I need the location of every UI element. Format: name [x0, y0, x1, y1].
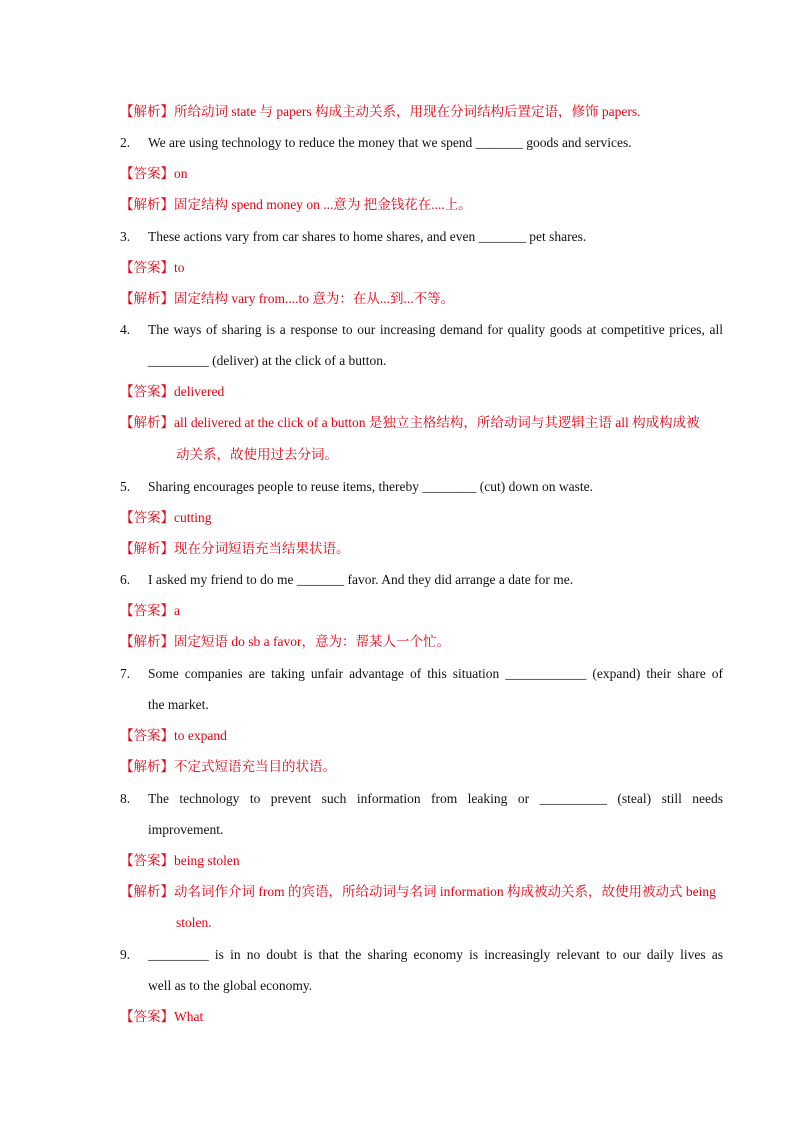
answer-2 [120, 165, 188, 183]
answer-text: being stolen [174, 853, 240, 868]
explanation-3 [120, 290, 454, 308]
answer-tag: 【答案】 [120, 853, 174, 868]
question-9 [120, 946, 723, 964]
answer-7 [120, 727, 227, 745]
explanation-8 [120, 883, 716, 901]
question-number: 8. [120, 791, 131, 806]
explanation-tag: 【解析】 [120, 291, 174, 306]
explanation-7 [120, 758, 336, 776]
question-number: 5. [120, 479, 131, 494]
answer-tag: 【答案】 [120, 510, 174, 525]
explanation-2 [120, 196, 472, 214]
question-text: I asked my friend to do me _______ favor. And they did arrange a date for me. [148, 572, 574, 587]
answer-8 [120, 852, 240, 870]
question-7 [120, 665, 723, 683]
explanation-6 [120, 633, 450, 651]
question-5 [120, 478, 723, 496]
question-4 [120, 321, 723, 339]
question-text: the market. [148, 697, 209, 712]
question-text: improvement. [148, 822, 224, 837]
explanation-8-continued [176, 914, 212, 932]
question-4-continued [148, 352, 386, 370]
explanation-tag: 【解析】 [120, 634, 174, 649]
explanation-text: 固定结构 vary from....to 意为：在从...到...不等。 [174, 291, 455, 306]
explanation-text: stolen. [176, 915, 212, 930]
answer-text: to expand [174, 728, 227, 743]
explanation-text: 现在分词短语充当结果状语。 [174, 541, 350, 556]
explanation-tag: 【解析】 [120, 541, 174, 556]
answer-text: What [174, 1009, 204, 1024]
answer-tag: 【答案】 [120, 1009, 174, 1024]
explanation-1 [120, 103, 640, 121]
question-text: Sharing encourages people to reuse items, thereby ________ (cut) down on waste. [148, 479, 594, 494]
explanation-tag: 【解析】 [120, 197, 174, 212]
question-number: 3. [120, 229, 131, 244]
question-7-continued [148, 696, 209, 714]
question-6 [120, 571, 723, 589]
explanation-text: 固定短语 do sb a favor，意为：帮某人一个忙。 [174, 634, 450, 649]
question-number: 2. [120, 135, 131, 150]
question-number: 7. [120, 666, 131, 681]
answer-3 [120, 259, 185, 277]
question-number: 4. [120, 322, 131, 337]
answer-9 [120, 1008, 203, 1026]
explanation-5 [120, 540, 350, 558]
answer-text: to [174, 260, 185, 275]
explanation-text: 固定结构 spend money on ...意为 把金钱花在....上。 [174, 197, 472, 212]
question-8 [120, 790, 723, 808]
question-text: These actions vary from car shares to home shares, and even _______ pet shares. [148, 229, 587, 244]
explanation-text: 动关系，故使用过去分词。 [176, 447, 338, 462]
question-text: Some companies are taking unfair advantage of this situation ____________ (expand) their share of [148, 666, 723, 681]
question-9-continued [148, 977, 312, 995]
answer-tag: 【答案】 [120, 728, 174, 743]
question-number: 9. [120, 947, 131, 962]
question-8-continued [148, 821, 223, 839]
explanation-text: 动名词作介词 from 的宾语，所给动词与名词 information 构成被动关系，故使用被动式 being [174, 884, 716, 899]
answer-4 [120, 383, 224, 401]
question-text: well as to the global economy. [148, 978, 313, 993]
question-text: We are using technology to reduce the money that we spend _______ goods and services. [148, 135, 632, 150]
answer-tag: 【答案】 [120, 166, 174, 181]
answer-tag: 【答案】 [120, 603, 174, 618]
answer-text: a [174, 603, 180, 618]
explanation-tag: 【解析】 [120, 104, 174, 119]
answer-text: delivered [174, 384, 225, 399]
question-text: _________ is in no doubt is that the sharing economy is increasingly relevant to our daily lives as [148, 947, 723, 962]
answer-text: on [174, 166, 188, 181]
explanation-text: 所给动词 state 与 papers 构成主动关系，用现在分词结构后置定语，修饰 papers. [174, 104, 641, 119]
question-text: The ways of sharing is a response to our increasing demand for quality goods at competitive prices, all [148, 322, 723, 337]
question-number: 6. [120, 572, 131, 587]
explanation-4 [120, 414, 700, 432]
explanation-text: 不定式短语充当目的状语。 [174, 759, 336, 774]
explanation-tag: 【解析】 [120, 759, 174, 774]
explanation-tag: 【解析】 [120, 884, 174, 899]
question-text: _________ (deliver) at the click of a button. [148, 353, 387, 368]
explanation-text: all delivered at the click of a button 是独立主格结构，所给动词与其逻辑主语 all 构成构成被 [174, 415, 700, 430]
answer-5 [120, 509, 212, 527]
explanation-4-continued [176, 446, 338, 464]
question-text: The technology to prevent such information from leaking or __________ (steal) still needs [148, 791, 723, 806]
answer-text: cutting [174, 510, 212, 525]
answer-tag: 【答案】 [120, 384, 174, 399]
answer-6 [120, 602, 180, 620]
question-2 [120, 134, 723, 152]
question-3 [120, 228, 723, 246]
answer-tag: 【答案】 [120, 260, 174, 275]
explanation-tag: 【解析】 [120, 415, 174, 430]
